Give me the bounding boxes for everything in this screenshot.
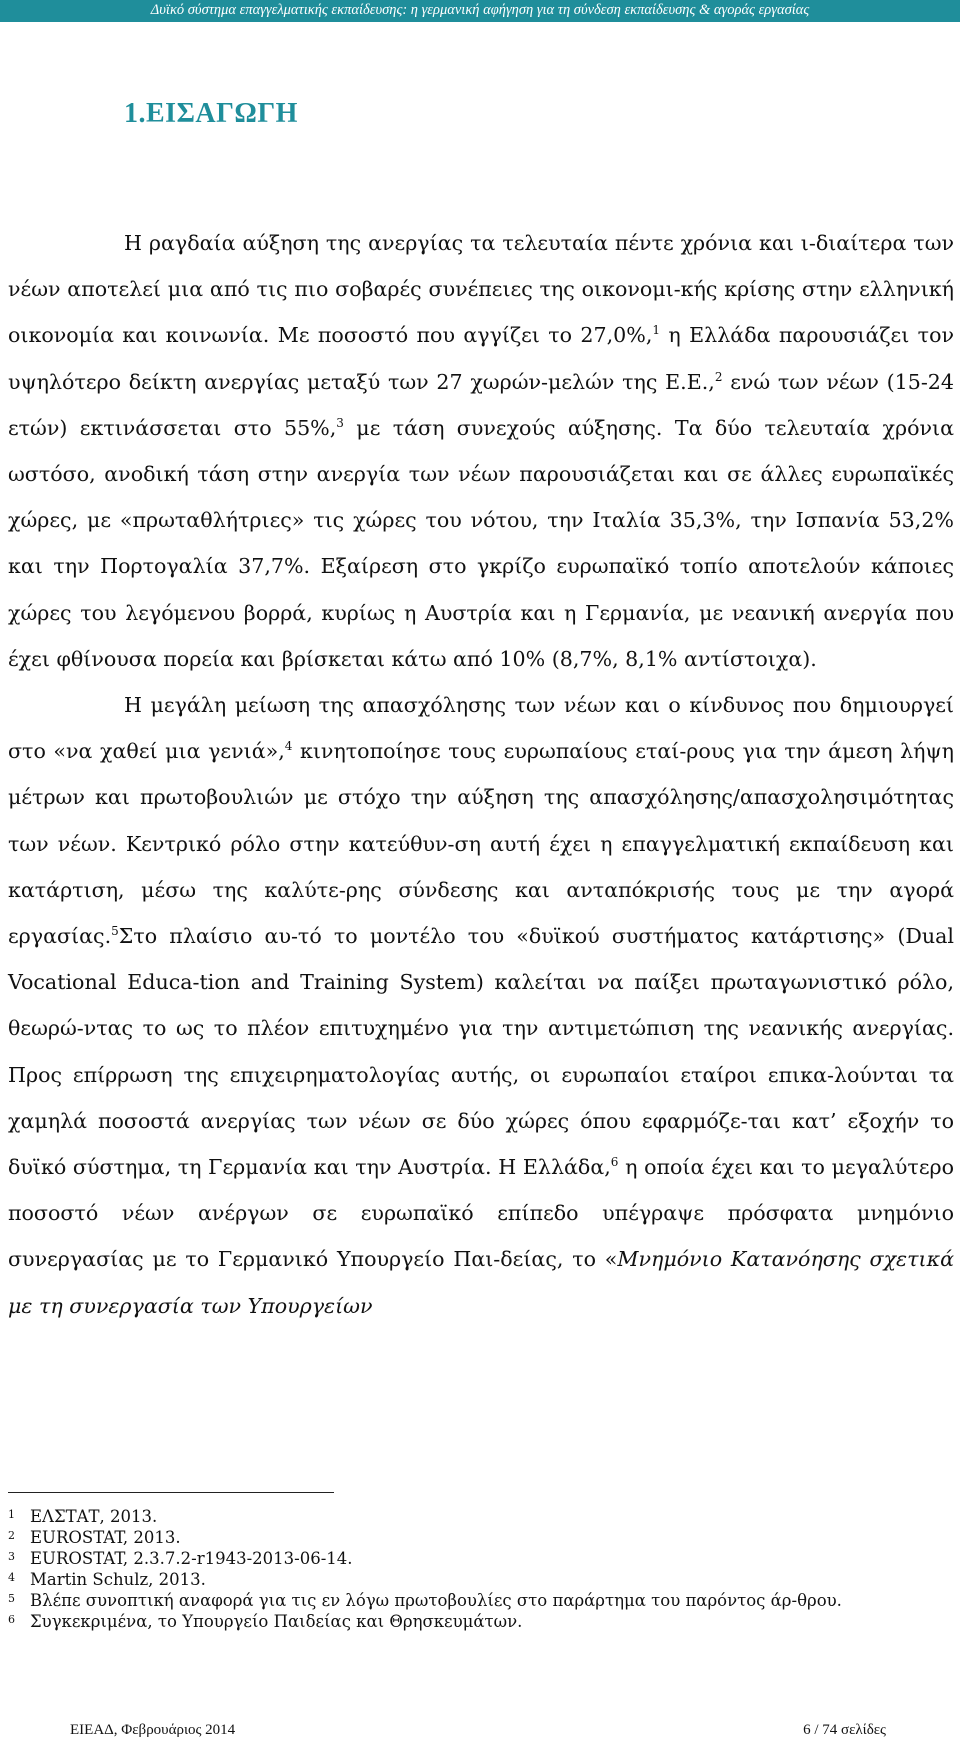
footnote-text: ΕΛΣΤΑΤ, 2013. [30, 1507, 158, 1526]
footnote-text: Martin Schulz, 2013. [30, 1570, 206, 1589]
p1-text-d: με τάση συνεχούς αύξησης. Τα δύο τελευταία χρόνια ωστόσο, ανοδική τάση στην ανεργία των νέων παρουσιάζεται και σε άλλες ευρωπαϊκές χώρες, με «πρωταθλήτριες» τις χώρες του νότου, την Ιταλία 35,3%, την Ισπανία 53,2% και την Πορτογαλία 37,7%. Εξαίρεση στο γκρίζο ευρωπαϊκό τοπίο αποτελούν κάποιες χώρες του λεγόμενου βορρά, κυρίως η Αυστρία και η Γερμανία, με νεανική ανεργία που έχει φθίνουσα πορεία και βρίσκεται κάτω από 10% (8,7%, 8,1% αντίστοιχα). [8, 415, 954, 671]
footnote-number: 5 [8, 1592, 15, 1605]
footnote-ref-6[interactable]: 6 [610, 1155, 619, 1170]
footnote [8, 1611, 954, 1632]
page-footer [0, 1722, 960, 1742]
footnote-number: 1 [8, 1508, 15, 1521]
footnote [8, 1527, 954, 1548]
section-title: 1.ΕΙΣΑΓΩΓΗ [124, 98, 298, 129]
footnote [8, 1548, 954, 1569]
footnote-ref-1[interactable]: 1 [652, 323, 661, 338]
footnote-number: 2 [8, 1529, 15, 1542]
footnotes [8, 1506, 954, 1632]
footnote-ref-5[interactable]: 5 [111, 924, 119, 939]
p2-italic-title: Μνημόνιο Κατανόησης σχετικά με τη συνεργασία των Υπουργείων [8, 1247, 954, 1318]
footnote-text: EUROSTAT, 2013. [30, 1528, 181, 1547]
paragraph-2 [8, 682, 954, 1329]
footnote-ref-3[interactable]: 3 [336, 415, 344, 430]
footnote-text: Βλέπε συνοπτική αναφορά για τις εν λόγω πρωτοβουλίες στο παράρτημα του παρόντος άρ-θρου. [30, 1591, 842, 1610]
p2-text-b: κινητοποίησε τους ευρωπαίους εταί-ρους για την άμεση λήψη μέτρων και πρωτοβουλιών με στόχο την αύξηση της απασχόλησης/απασχολησιμότητας των νέων. Κεντρικό ρόλο στην κατεύθυν-ση αυτή έχει η επαγγελματική εκπαίδευση και κατάρτιση, μέσω της καλύτε-ρης σύνδεσης και ανταπόκρισής τους με την αγορά εργασίας. [8, 739, 954, 949]
p2-text-a: Η μεγάλη μείωση της απασχόλησης των νέων και ο κίνδυνος που δημιουργεί στο «να χαθεί μια γενιά», [8, 693, 954, 764]
footnote-number: 3 [8, 1550, 15, 1563]
footnote [8, 1506, 954, 1527]
footnote-number: 6 [8, 1613, 15, 1626]
footnote-ref-2[interactable]: 2 [714, 369, 723, 384]
footnote-number: 4 [8, 1571, 15, 1584]
footnote-separator [8, 1492, 334, 1493]
paragraph-1 [8, 220, 954, 682]
p1-text-c: ενώ των νέων (15-24 ετών) εκτινάσσεται στο 55%, [8, 369, 954, 440]
footnote [8, 1590, 954, 1611]
p1-text-b: η Ελλάδα παρουσιάζει τον υψηλότερο δείκτη ανεργίας μεταξύ των 27 χωρών-μελών της Ε.Ε., [8, 323, 954, 394]
p1-text-a: Η ραγδαία αύξηση της ανεργίας τα τελευταία πέντε χρόνια και ι-διαίτερα των νέων αποτελεί μια από τις πιο σοβαρές συνέπειες της οικονομι-κής κρίσης στην ελληνική οικονομία και κοινωνία. Με ποσοστό που αγγίζει το 27,0%, [8, 231, 954, 348]
p2-text-d: η οποία έχει και το μεγαλύτερο ποσοστό νέων ανέργων σε ευρωπαϊκό επίπεδο υπέγραψε πρόσφατα μνημόνιο συνεργασίας με το Γερμανικό Υπουργείο Παι-δείας, το « [8, 1155, 955, 1272]
body-text [8, 220, 954, 1329]
running-header [0, 0, 960, 22]
footnote [8, 1569, 954, 1590]
p2-text-c: Στο πλαίσιο αυ-τό το μοντέλο του «δυϊκού συστήματος κατάρτισης» (Dual Vocational Educa-tion and Training System) καλείται να παίξει πρωταγωνιστικό ρόλο, θεωρώ-ντας το ως το πλέον επιτυχημένο για την αντιμετώπιση της νεανικής ανεργίας. Προς επίρρωση της επιχειρηματολογίας αυτής, οι ευρωπαίοι εταίροι επικα-λούνται τα χαμηλά ποσοστά ανεργίας των νέων σε δύο χώρες όπου εφαρμόζε-ται κατ’ εξοχήν το δυϊκό σύστημα, τη Γερμανία και την Αυστρία. Η Ελλάδα, [8, 924, 954, 1180]
footer-publisher: ΕΙΕΑΔ, Φεβρουάριος 2014 [70, 1722, 236, 1738]
running-header-text: Δυϊκό σύστημα επαγγελματικής εκπαίδευσης: η γερμανική αφήγηση για τη σύνδεση εκπαίδευσης & αγοράς εργασίας [150, 2, 810, 18]
page-number: 6 / 74 σελίδες [803, 1722, 886, 1738]
footnote-ref-4[interactable]: 4 [284, 739, 293, 754]
footnote-text: Συγκεκριμένα, το Υπουργείο Παιδείας και Θρησκευμάτων. [30, 1612, 523, 1631]
footnote-text: EUROSTAT, 2.3.7.2-r1943-2013-06-14. [30, 1549, 353, 1568]
